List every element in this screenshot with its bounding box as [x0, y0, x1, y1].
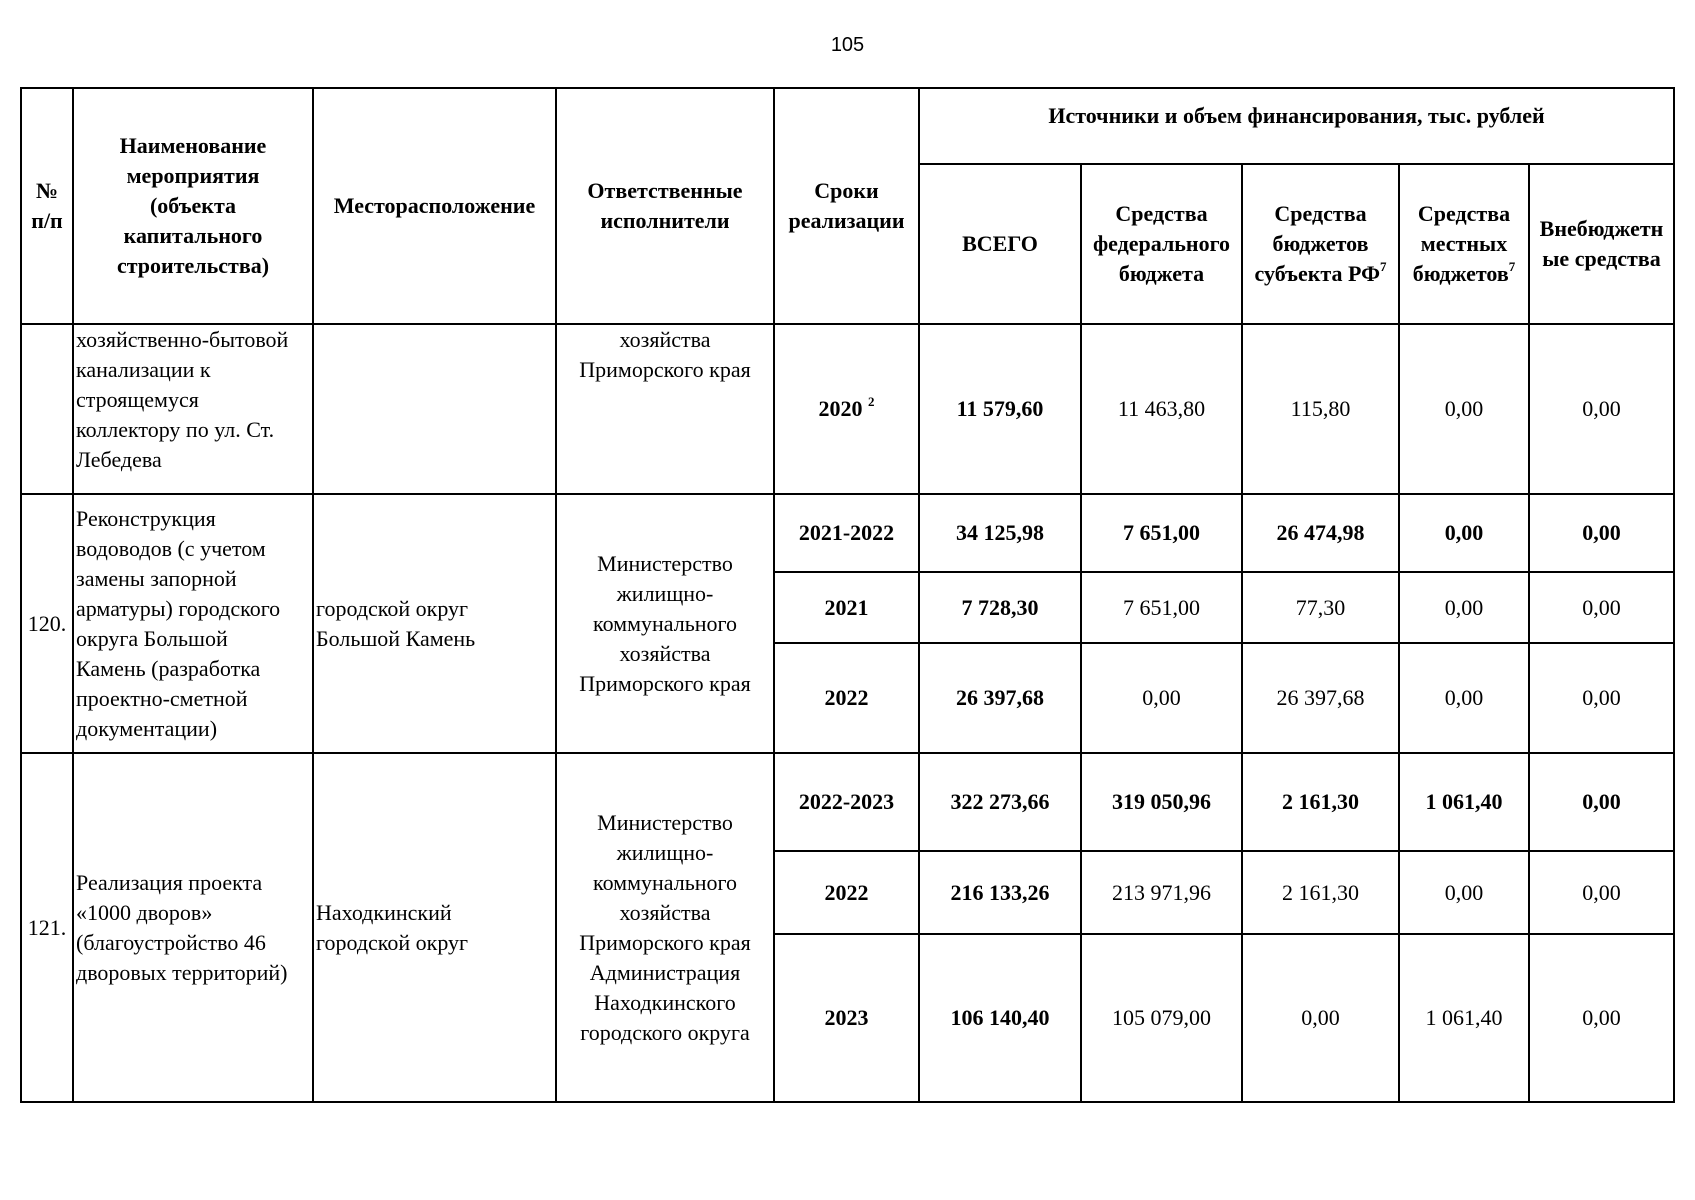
row-subject: 0,00 — [1242, 934, 1399, 1102]
row-total: 11 579,60 — [919, 324, 1081, 494]
header-extrabudget: Внебюджетн ые средства — [1529, 164, 1674, 324]
header-row-1 — [21, 88, 1674, 164]
row-federal: 319 050,96 — [1081, 753, 1242, 851]
header-local-footnote: 7 — [1508, 259, 1516, 274]
table-row — [21, 494, 1674, 572]
header-subject-label: Средства бюджетов субъекта РФ — [1254, 201, 1380, 286]
row-subject: 77,30 — [1242, 572, 1399, 643]
row-name: хозяйственно-бытовой канализации к строящемуся коллектору по ул. Ст. Лебедева — [73, 324, 313, 494]
header-subject-footnote: 7 — [1379, 259, 1387, 274]
row-extra: 0,00 — [1529, 572, 1674, 643]
row-subject: 26 474,98 — [1242, 494, 1399, 572]
header-location: Месторасположение — [313, 88, 556, 324]
row-year: 2022 — [774, 643, 919, 753]
row-year: 2023 — [774, 934, 919, 1102]
header-financing-group: Источники и объем финансирования, тыс. рублей — [919, 88, 1674, 164]
row-extra: 0,00 — [1529, 934, 1674, 1102]
row-year-label: 2020 — [818, 396, 863, 421]
row-location: Находкинский городской округ — [313, 753, 556, 1102]
header-total: ВСЕГО — [919, 164, 1081, 324]
row-local: 1 061,40 — [1399, 753, 1529, 851]
row-local: 0,00 — [1399, 572, 1529, 643]
row-num — [21, 324, 73, 494]
table-row — [21, 753, 1674, 851]
row-year: 2022-2023 — [774, 753, 919, 851]
header-local-label: Средства местных бюджетов — [1412, 201, 1511, 286]
row-executors: Министерство жилищно- коммунального хозяйства Приморского края Администрация Находкинского городского округа — [556, 753, 774, 1102]
row-extra: 0,00 — [1529, 324, 1674, 494]
row-total: 216 133,26 — [919, 851, 1081, 934]
financing-table — [20, 87, 1675, 1103]
row-federal: 213 971,96 — [1081, 851, 1242, 934]
row-federal: 105 079,00 — [1081, 934, 1242, 1102]
header-name: Наименование мероприятия (объекта капитального строительства) — [73, 88, 313, 324]
row-federal: 7 651,00 — [1081, 572, 1242, 643]
row-year-footnote: 2 — [868, 394, 875, 409]
row-extra: 0,00 — [1529, 643, 1674, 753]
row-total: 322 273,66 — [919, 753, 1081, 851]
row-year: 2022 — [774, 851, 919, 934]
row-total: 26 397,68 — [919, 643, 1081, 753]
table-row — [21, 324, 1674, 494]
row-total: 106 140,40 — [919, 934, 1081, 1102]
page-number: 105 — [830, 34, 865, 56]
row-year — [774, 324, 919, 494]
row-extra: 0,00 — [1529, 851, 1674, 934]
row-name: Реализация проекта «1000 дворов» (благоустройство 46 дворовых территорий) — [73, 753, 313, 1102]
header-executors: Ответственные исполнители — [556, 88, 774, 324]
row-total: 7 728,30 — [919, 572, 1081, 643]
row-subject: 115,80 — [1242, 324, 1399, 494]
row-executors: Министерство жилищно- коммунального хозяйства Приморского края — [556, 494, 774, 753]
row-location — [313, 324, 556, 494]
row-local: 0,00 — [1399, 324, 1529, 494]
row-total: 34 125,98 — [919, 494, 1081, 572]
header-num: № п/п — [21, 88, 73, 324]
row-num: 120. — [21, 494, 73, 753]
row-location: городской округ Большой Камень — [313, 494, 556, 753]
header-local — [1399, 164, 1529, 324]
row-executors: хозяйства Приморского края — [556, 324, 774, 494]
row-federal: 11 463,80 — [1081, 324, 1242, 494]
row-subject: 26 397,68 — [1242, 643, 1399, 753]
row-name: Реконструкция водоводов (с учетом замены запорной арматуры) городского округа Большой Камень (разработка проектно-сметной документации) — [73, 494, 313, 753]
row-federal: 7 651,00 — [1081, 494, 1242, 572]
header-subject — [1242, 164, 1399, 324]
row-subject: 2 161,30 — [1242, 851, 1399, 934]
row-extra: 0,00 — [1529, 753, 1674, 851]
row-local: 0,00 — [1399, 494, 1529, 572]
row-year: 2021-2022 — [774, 494, 919, 572]
header-federal: Средства федерального бюджета — [1081, 164, 1242, 324]
row-year: 2021 — [774, 572, 919, 643]
row-extra: 0,00 — [1529, 494, 1674, 572]
header-terms: Сроки реализации — [774, 88, 919, 324]
row-num: 121. — [21, 753, 73, 1102]
row-local: 0,00 — [1399, 851, 1529, 934]
row-local: 1 061,40 — [1399, 934, 1529, 1102]
row-subject: 2 161,30 — [1242, 753, 1399, 851]
row-federal: 0,00 — [1081, 643, 1242, 753]
row-local: 0,00 — [1399, 643, 1529, 753]
